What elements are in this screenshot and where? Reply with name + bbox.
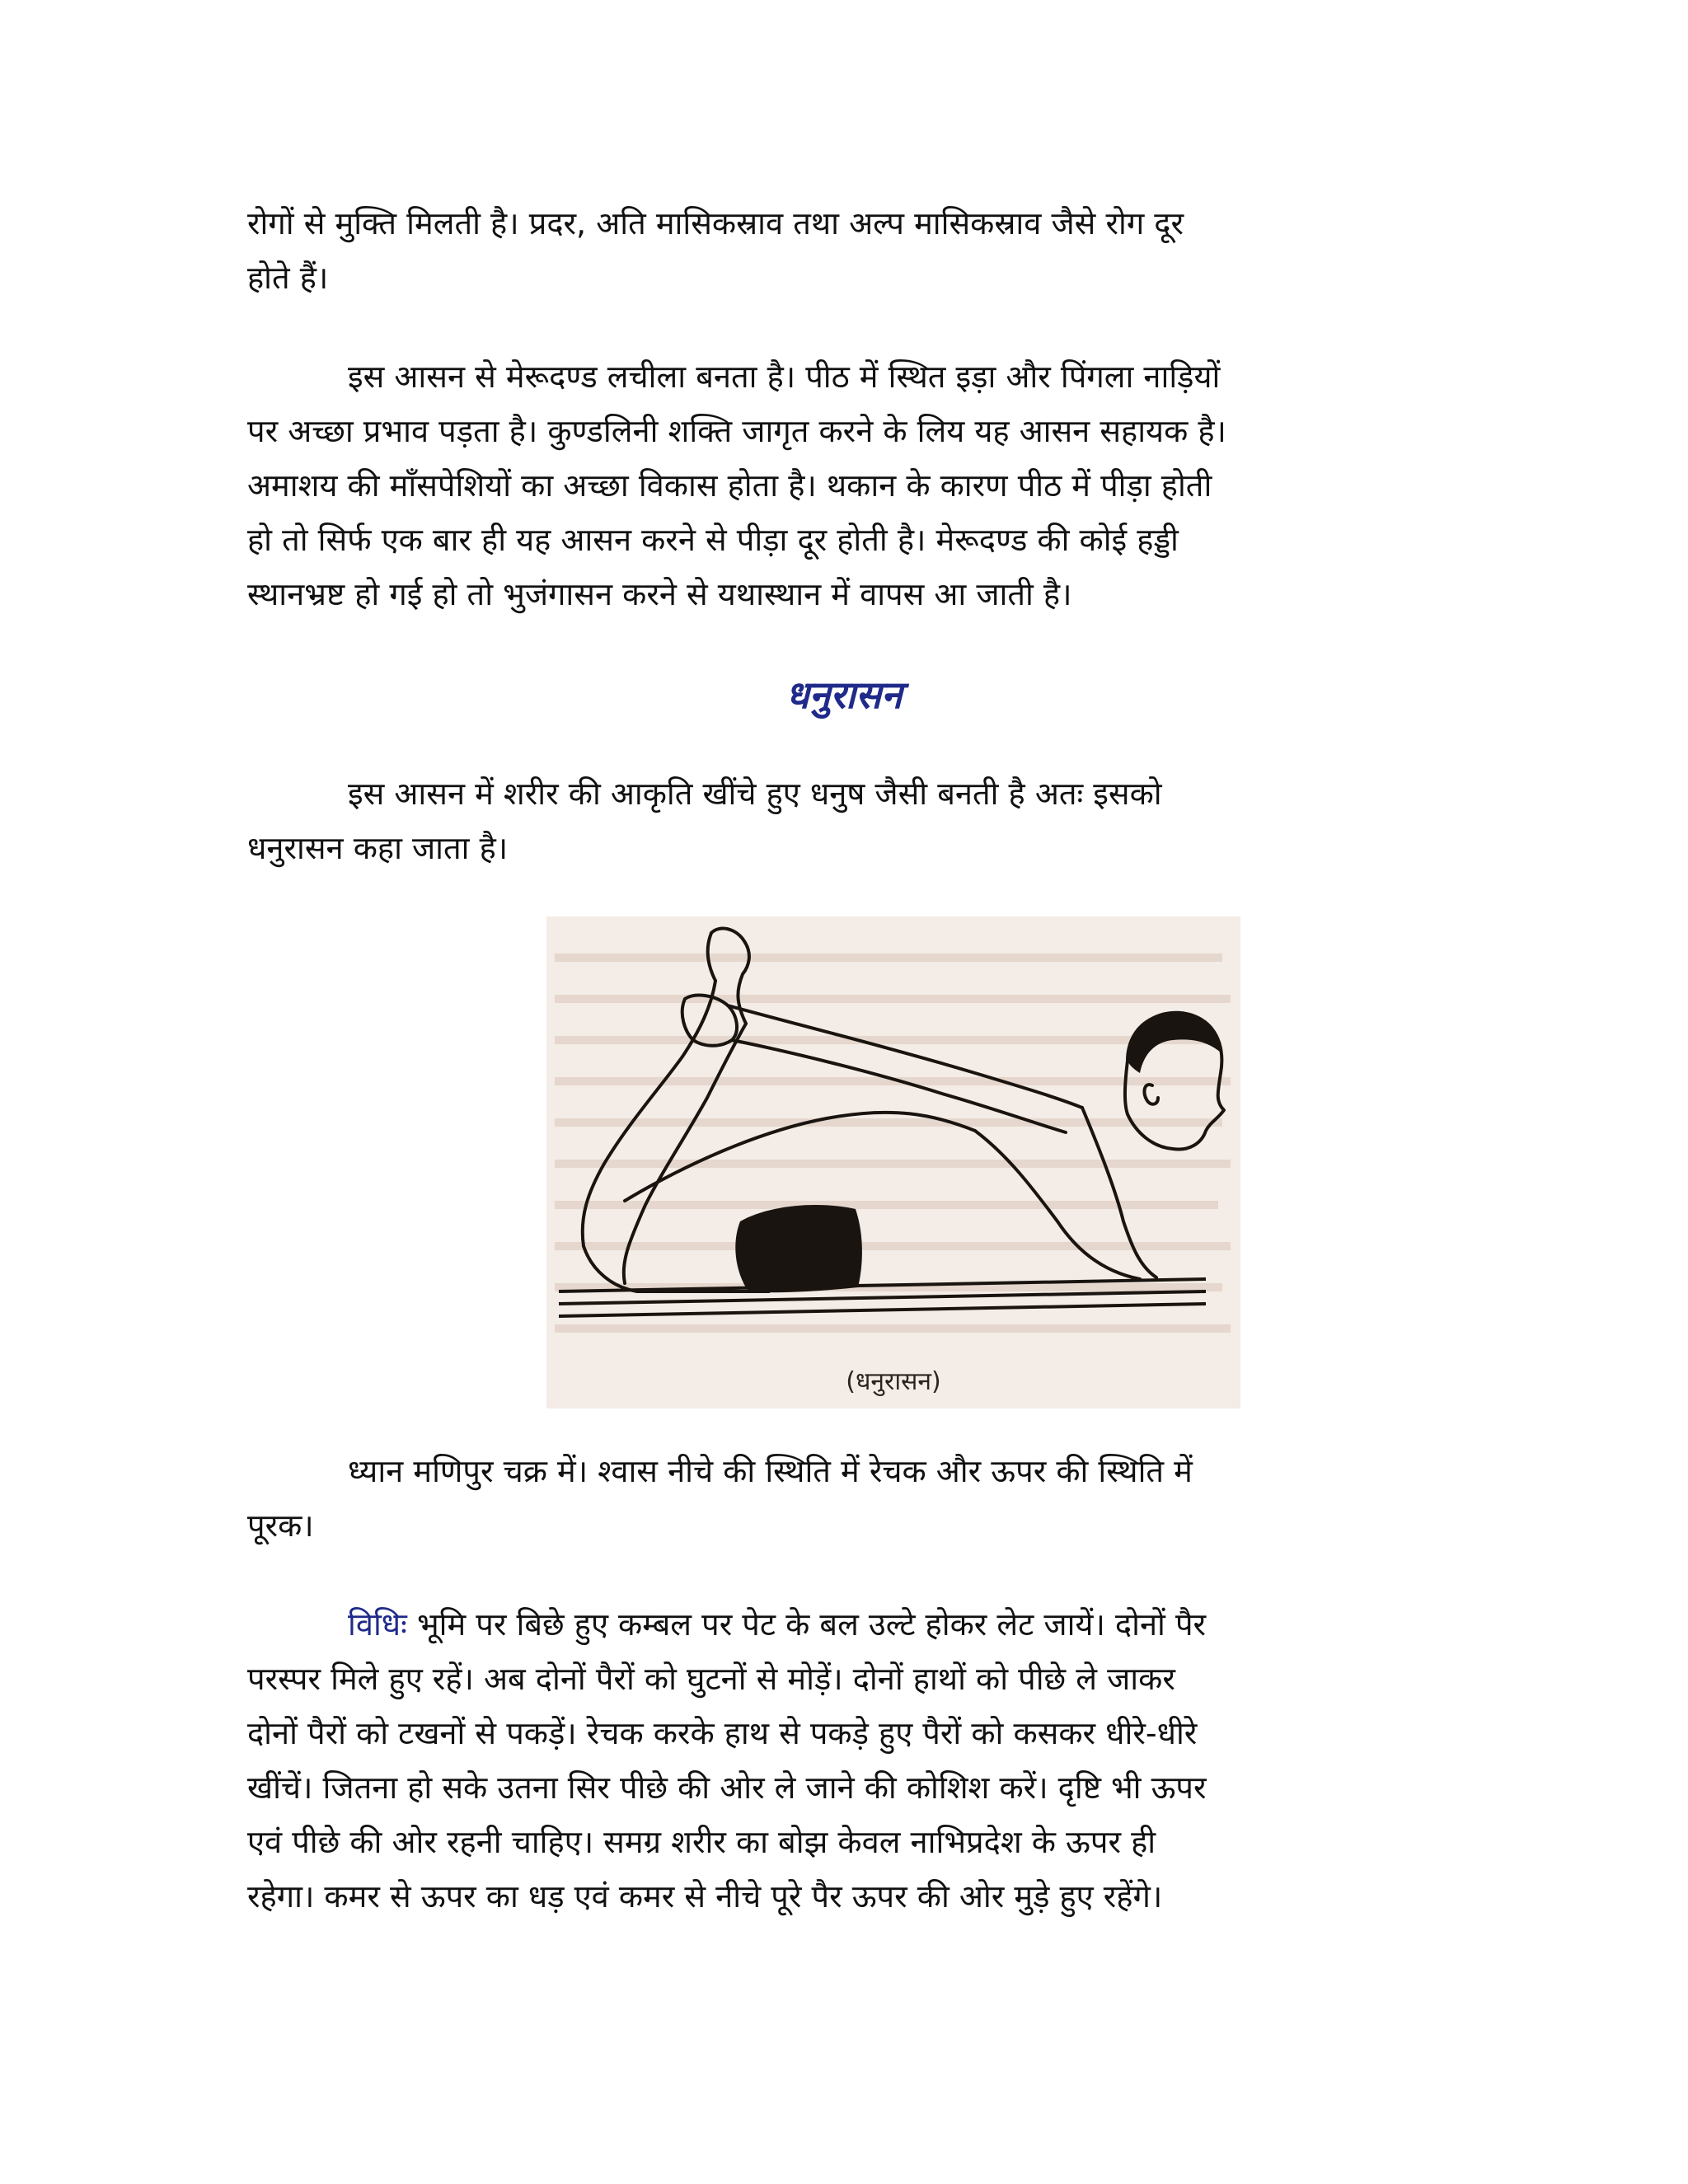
text-line: परस्पर मिले हुए रहें। अब दोनों पैरों को घुटनों से मोड़ें। दोनों हाथों को पीछे ले जाकर (247, 1661, 1175, 1697)
text-line (247, 1597, 1434, 1652)
paragraph-meditation (247, 1444, 1434, 1553)
text-line: खींचें। जितना हो सके उतना सिर पीछे की ओर ले जाने की कोशिश करें। दृष्टि भी ऊपर (247, 1769, 1207, 1806)
text-line: रोगों से मुक्ति मिलती है। प्रदर, अति मासिकस्राव तथा अल्प मासिकस्राव जैसे रोग दूर (247, 205, 1184, 241)
paragraph-definition (247, 766, 1434, 875)
shorts (735, 1205, 862, 1292)
text-line: इस आसन में शरीर की आकृति खींचे हुए धनुष जैसी बनती है अतः इसको (348, 776, 1162, 812)
paragraph-benefits (247, 349, 1434, 621)
text-line: हो तो सिर्फ एक बार ही यह आसन करने से पीड़ा दूर होती है। मेरूदण्ड की कोई हड्डी (247, 522, 1179, 558)
text-line: पर अच्छा प्रभाव पड़ता है। कुण्डलिनी शक्ति जागृत करने के लिय यह आसन सहायक है। (247, 413, 1226, 449)
figure-caption: (धनुरासन) (846, 1367, 941, 1396)
text-line: होते हैं। (247, 260, 329, 296)
text-line: अमाशय की माँसपेशियों का अच्छा विकास होता है। थकान के कारण पीठ में पीड़ा होती (247, 467, 1212, 504)
paragraph-method (247, 1597, 1434, 1924)
paragraph-intro (247, 196, 1434, 305)
text-line: स्थानभ्रष्ट हो गई हो तो भुजंगासन करने से यथास्थान में वापस आ जाती है। (247, 576, 1072, 612)
text-line: ध्यान मणिपुर चक्र में। श्वास नीचे की स्थिति में रेचक और ऊपर की स्थिति में (348, 1453, 1193, 1489)
text-line: धनुरासन कहा जाता है। (247, 830, 509, 866)
method-label: विधिः (348, 1606, 407, 1643)
dhanurasana-illustration (546, 916, 1240, 1408)
text-line: एवं पीछे की ओर रहनी चाहिए। समग्र शरीर का बोझ केवल नाभिप्रदेश के ऊपर ही (247, 1824, 1156, 1860)
figure-body (583, 929, 1224, 1291)
text-line: दोनों पैरों को टखनों से पकड़ें। रेचक करके हाथ से पकड़े हुए पैरों को कसकर धीरे-धीरे (247, 1715, 1198, 1751)
section-heading: धनुरासन (785, 673, 903, 717)
method-first-line: भूमि पर बिछे हुए कम्बल पर पेट के बल उल्टे होकर लेट जायें। दोनों पैर (406, 1606, 1207, 1643)
dhanurasana-figure (546, 916, 1240, 1408)
background-texture (555, 958, 1231, 1329)
text-line: पूरक। (247, 1507, 314, 1544)
text-line: रहेगा। कमर से ऊपर का धड़ एवं कमर से नीचे पूरे पैर ऊपर की ओर मुड़े हुए रहेंगे। (247, 1878, 1163, 1915)
text-line: इस आसन से मेरूदण्ड लचीला बनता है। पीठ में स्थित इड़ा और पिंगला नाड़ियों (348, 359, 1221, 395)
